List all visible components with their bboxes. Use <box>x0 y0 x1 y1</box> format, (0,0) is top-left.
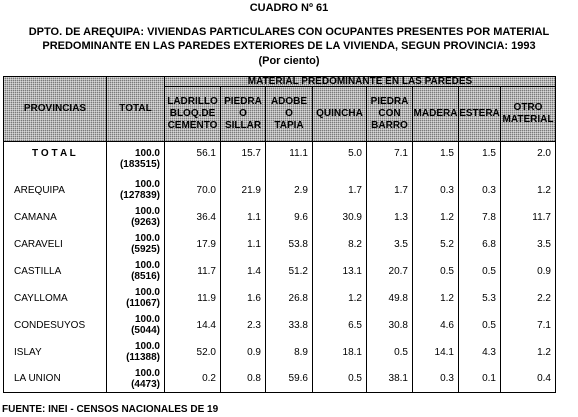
header-material-group: MATERIAL PREDOMINANTE EN LAS PAREDES <box>165 77 556 87</box>
percent-cell: 30.9 <box>313 204 367 231</box>
percent-cell: 8.2 <box>313 231 367 258</box>
percent-cell: 7.8 <box>459 204 501 231</box>
header-material-line: QUINCHA <box>316 108 363 119</box>
percent-cell: 21.9 <box>221 177 266 204</box>
percent-cell: 1.5 <box>413 142 459 177</box>
header-material-line: LADRILLO <box>167 96 218 107</box>
table-number: CUADRO Nº 61 <box>249 2 329 14</box>
percent-cell: 1.1 <box>221 231 266 258</box>
province-name: CARAVELI <box>4 231 107 258</box>
percent-cell: 11.9 <box>165 285 221 312</box>
header-material-7 <box>501 87 556 142</box>
table-row <box>4 231 556 258</box>
header-material-line: CEMENTO <box>167 120 218 131</box>
header-material-line: SILLAR <box>224 120 262 131</box>
header-material-line: O <box>285 108 293 119</box>
header-material-line: OTRO <box>513 102 543 113</box>
table-row <box>4 258 556 285</box>
percent-cell: 2.0 <box>501 142 556 177</box>
total-percent: 100.0 <box>134 148 160 159</box>
header-material-line: BLOQ.DE <box>169 108 216 119</box>
header-material-line: MADERA <box>413 108 458 119</box>
title-line-1: DPTO. DE AREQUIPA: VIVIENDAS PARTICULARES CON OCUPANTES PRESENTES POR MATERIAL <box>28 26 550 38</box>
total-count: (8516) <box>131 271 160 282</box>
percent-cell: 8.9 <box>266 339 313 366</box>
header-material-line: PIEDRA <box>370 96 409 107</box>
header-material-6 <box>459 87 501 142</box>
percent-cell: 14.1 <box>413 339 459 366</box>
total-count: (183515) <box>119 159 160 170</box>
percent-cell: 0.2 <box>165 366 221 393</box>
percent-cell: 1.5 <box>459 142 501 177</box>
total-percent: 100.0 <box>134 341 160 352</box>
header-material-line: MATERIAL <box>502 114 554 125</box>
percent-cell: 49.8 <box>367 285 413 312</box>
total-percent: 100.0 <box>134 233 160 244</box>
table-row <box>4 204 556 231</box>
percent-cell: 3.5 <box>367 231 413 258</box>
province-name: ISLAY <box>4 339 107 366</box>
total-percent: 100.0 <box>134 206 160 217</box>
table-row <box>4 312 556 339</box>
province-name: T O T A L <box>4 142 107 177</box>
total-count: (9263) <box>131 217 160 228</box>
province-name: CONDESUYOS <box>4 312 107 339</box>
title-line-2: PREDOMINANTE EN LAS PAREDES EXTERIORES DE LA VIVIENDA, SEGUN PROVINCIA: 1993 <box>42 40 536 52</box>
header-provincias: PROVINCIAS <box>4 77 107 142</box>
province-name: AREQUIPA <box>4 177 107 204</box>
percent-cell: 51.2 <box>266 258 313 285</box>
percent-cell: 6.5 <box>313 312 367 339</box>
total-percent: 100.0 <box>134 260 160 271</box>
percent-cell: 2.3 <box>221 312 266 339</box>
percent-cell: 0.4 <box>501 366 556 393</box>
header-material-5 <box>413 87 459 142</box>
percent-cell: 59.6 <box>266 366 313 393</box>
percent-cell: 52.0 <box>165 339 221 366</box>
header-material-2 <box>266 87 313 142</box>
percent-cell: 56.1 <box>165 142 221 177</box>
percent-cell: 33.8 <box>266 312 313 339</box>
province-name: LA UNION <box>4 366 107 393</box>
percent-cell: 4.3 <box>459 339 501 366</box>
percent-cell: 30.8 <box>367 312 413 339</box>
total-percent: 100.0 <box>134 314 160 325</box>
percent-cell: 7.1 <box>367 142 413 177</box>
table-row <box>4 339 556 366</box>
percent-cell: 6.8 <box>459 231 501 258</box>
percent-cell: 0.3 <box>413 366 459 393</box>
total-percent: 100.0 <box>134 179 160 190</box>
percent-cell: 15.7 <box>221 142 266 177</box>
header-material-line: ESTERA <box>459 108 500 119</box>
percent-cell: 0.5 <box>367 339 413 366</box>
percent-cell: 5.3 <box>459 285 501 312</box>
percent-cell: 3.5 <box>501 231 556 258</box>
percent-cell: 26.8 <box>266 285 313 312</box>
percent-cell: 11.7 <box>501 204 556 231</box>
percent-cell: 36.4 <box>165 204 221 231</box>
percent-cell: 0.5 <box>313 366 367 393</box>
percent-cell: 13.1 <box>313 258 367 285</box>
total-count: (5044) <box>131 325 160 336</box>
header-total: TOTAL <box>107 77 165 142</box>
percent-cell: 14.4 <box>165 312 221 339</box>
percent-cell: 0.5 <box>413 258 459 285</box>
percent-cell: 53.8 <box>266 231 313 258</box>
percent-cell: 11.1 <box>266 142 313 177</box>
total-percent: 100.0 <box>134 287 160 298</box>
header-material-4 <box>367 87 413 142</box>
total-count: (11388) <box>126 352 160 363</box>
header-material-line: TAPIA <box>274 120 304 131</box>
total-count: (127839) <box>119 190 160 201</box>
header-material-0 <box>165 87 221 142</box>
header-material-line: CON <box>378 108 401 119</box>
percent-cell: 0.5 <box>459 258 501 285</box>
percent-cell: 9.6 <box>266 204 313 231</box>
percent-cell: 0.8 <box>221 366 266 393</box>
province-name: CAYLLOMA <box>4 285 107 312</box>
percent-cell: 5.0 <box>313 142 367 177</box>
table-row <box>4 142 556 177</box>
percent-cell: 2.9 <box>266 177 313 204</box>
percent-cell: 1.4 <box>221 258 266 285</box>
total-count: (5925) <box>131 244 160 255</box>
percent-cell: 11.7 <box>165 258 221 285</box>
percent-cell: 1.6 <box>221 285 266 312</box>
percent-cell: 0.3 <box>459 177 501 204</box>
percent-cell: 38.1 <box>367 366 413 393</box>
percent-cell: 4.6 <box>413 312 459 339</box>
percent-cell: 17.9 <box>165 231 221 258</box>
percent-cell: 1.7 <box>367 177 413 204</box>
percent-cell: 0.1 <box>459 366 501 393</box>
percent-cell: 5.2 <box>413 231 459 258</box>
total-count: (4473) <box>131 378 160 390</box>
percent-cell: 1.1 <box>221 204 266 231</box>
table-row <box>4 177 556 204</box>
percent-cell: 0.9 <box>221 339 266 366</box>
province-name: CAMANA <box>4 204 107 231</box>
percent-cell: 7.1 <box>501 312 556 339</box>
percent-cell: 1.2 <box>413 204 459 231</box>
header-material-line: BARRO <box>371 120 408 131</box>
header-material-line: PIEDRA <box>224 96 262 107</box>
total-count: (11067) <box>126 298 160 309</box>
header-material-line: O <box>239 108 247 119</box>
percent-cell: 1.3 <box>367 204 413 231</box>
percent-cell: 0.9 <box>501 258 556 285</box>
table-row <box>4 366 556 393</box>
table-row <box>4 285 556 312</box>
province-name: CASTILLA <box>4 258 107 285</box>
percent-cell: 1.2 <box>501 339 556 366</box>
percent-cell: 1.2 <box>501 177 556 204</box>
title-line-3: (Por ciento) <box>258 55 320 67</box>
total-percent: 100.0 <box>134 367 160 379</box>
percent-cell: 18.1 <box>313 339 367 366</box>
percent-cell: 20.7 <box>367 258 413 285</box>
header-material-1 <box>221 87 266 142</box>
percent-cell: 1.2 <box>413 285 459 312</box>
percent-cell: 70.0 <box>165 177 221 204</box>
header-material-3 <box>313 87 367 142</box>
percent-cell: 0.3 <box>413 177 459 204</box>
header-material-line: ADOBE <box>270 96 308 107</box>
percent-cell: 1.7 <box>313 177 367 204</box>
percent-cell: 2.2 <box>501 285 556 312</box>
percent-cell: 1.2 <box>313 285 367 312</box>
source-note: FUENTE: INEI - CENSOS NACIONALES DE 19 <box>2 404 219 415</box>
percent-cell: 0.5 <box>459 312 501 339</box>
data-table <box>3 76 556 393</box>
